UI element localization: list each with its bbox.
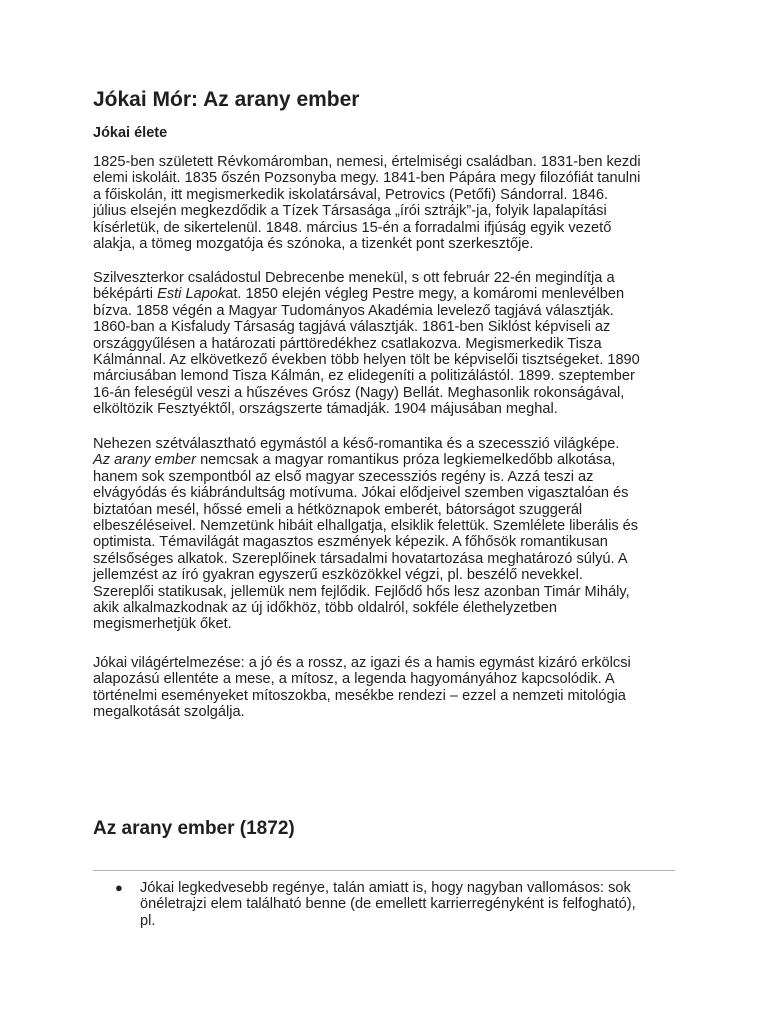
text-line: jellemzést az író gyakran egyszerű eszközökkel végzi, pl. beszélő nevekkel.: [93, 567, 583, 584]
text-line: pl.: [140, 912, 156, 929]
paragraph-style: [93, 436, 683, 633]
text-line: hanem sok szempontból az első magyar szecessziós regény is. Azzá teszi az: [93, 468, 594, 485]
text-line: [93, 452, 683, 468]
text-line: optimista. Témavilágát magasztos eszmények képezik. A főhősök romantikusan: [93, 534, 608, 551]
text-line: 1825-ben született Révkomáromban, nemesi, értelmiségi családban. 1831-ben kezdi: [93, 154, 641, 170]
text-line: biztatóan mesél, hőssé emeli a hétköznapok emberét, bátorságot szuggerál: [93, 501, 583, 518]
text-line: elbeszéléseivel. Nemzetünk hibáit elhallgatja, elsiklik felettük. Szemlélete liberális és: [93, 518, 639, 535]
text-line: a főiskolán, itt megismerkedik iskolatársával, Petrovics (Petőfi) Sándorral. 1846.: [93, 186, 609, 203]
italic-title: Esti Lapok: [157, 286, 226, 303]
bullet-list: [93, 880, 683, 929]
text-line: elköltözik Fesztyéktől, országszerte támadják. 1904 májusában meghal.: [93, 401, 558, 418]
heading-divider: [93, 870, 675, 871]
text-line: Szereplői statikusak, jellemük nem fejlődik. Fejlődő hős lesz azonban Timár Mihály,: [93, 583, 630, 600]
text-line: elemi iskoláit. 1835 őszén Pozsonyba megy. 1841-ben Pápára megy filozófiát tanulni: [93, 170, 641, 187]
text-segment: at. 1850 elején végleg Pestre megy, a komáromi menlevélben: [225, 286, 625, 303]
text-line: bízva. 1858 végén a Magyar Tudományos Akadémia levelező tagjává választják.: [93, 302, 614, 319]
text-line: Kálmánnal. Az elkövetkező években több helyen tölt be képviselői tisztségeket. 1890: [93, 352, 640, 369]
text-line: Jókai világértelmezése: a jó és a rossz, az igazi és a hamis egymást kizáró erkölcsi: [93, 655, 631, 671]
text-line: július elsején megkezdődik a Tízek Társasága „írói sztrájk”-ja, folyik lapalapítási: [93, 203, 607, 220]
text-segment: nemcsak a magyar romantikus próza legkiemelkedőbb alkotása,: [196, 452, 616, 469]
text-line: önéletrajzi elem található benne (de emellett karrierregényként is felfogható),: [140, 896, 636, 913]
paragraph-worldview: [93, 655, 683, 721]
section-subtitle: Jókai élete: [93, 125, 168, 141]
text-line: alakja, a tömeg mozgatója és szónoka, a tizenkét pont szerkesztője.: [93, 236, 534, 253]
text-line: alapozású ellentéte a mese, a mítosz, a legenda hagyományához kapcsolódik. A: [93, 671, 615, 688]
paragraph-biography-1: [93, 154, 683, 252]
text-line: [93, 286, 683, 302]
text-line: Nehezen szétválasztható egymástól a késő-romantika és a szecesszió világképe.: [93, 436, 620, 452]
text-line: elvágyódás és kiábrándultság motívuma. Jókai elődjeivel szemben vigasztalóan és: [93, 485, 629, 502]
text-line: történelmi eseményeket mítoszokba, mesékbe rendezi – ezzel a nemzeti mitológia: [93, 687, 626, 704]
text-segment: béképárti: [93, 286, 158, 303]
text-line: 1860-ban a Kisfaludy Társaság tagjává választják. 1861-ben Siklóst képviseli az: [93, 319, 611, 336]
section-heading: Az arany ember (1872): [93, 818, 295, 839]
text-line: megalkotását szolgálja.: [93, 704, 245, 721]
text-line: országgyűlésen a határozati párttöredékhez csatlakozva. Megismerkedik Tisza: [93, 335, 602, 352]
text-line: 16-án feleségül veszi a hűszéves Grósz (Nagy) Bellát. Meghasonlik rokonságával,: [93, 384, 625, 401]
paragraph-biography-2: [93, 270, 683, 418]
text-line: kísérletük, de sikertelenül. 1848. március 15-én a forradalmi ifjúság egyik vezető: [93, 219, 612, 236]
text-line: Szilveszterkor családostul Debrecenbe menekül, s ott február 22-én megindítja a: [93, 270, 615, 286]
text-line: Jókai legkedvesebb regénye, talán amiatt is, hogy nagyban vallomásos: sok: [140, 880, 631, 896]
text-line: megismerhetjük őket.: [93, 616, 232, 633]
text-line: márciusában lemond Tisza Kálmán, ez elidegeníti a politizálástól. 1899. szeptember: [93, 368, 635, 385]
bullet-icon: ●: [115, 880, 123, 895]
document-title: Jókai Mór: Az arany ember: [93, 88, 360, 111]
list-item: [93, 880, 683, 929]
italic-title: Az arany ember: [93, 452, 197, 469]
text-line: akik alkalmazkodnak az új időkhöz, több oldalról, sokféle élethelyzetben: [93, 600, 558, 617]
text-line: szélsőséges alkatok. Szereplőinek társadalmi hovatartozása meghatározó súlyú. A: [93, 550, 628, 567]
